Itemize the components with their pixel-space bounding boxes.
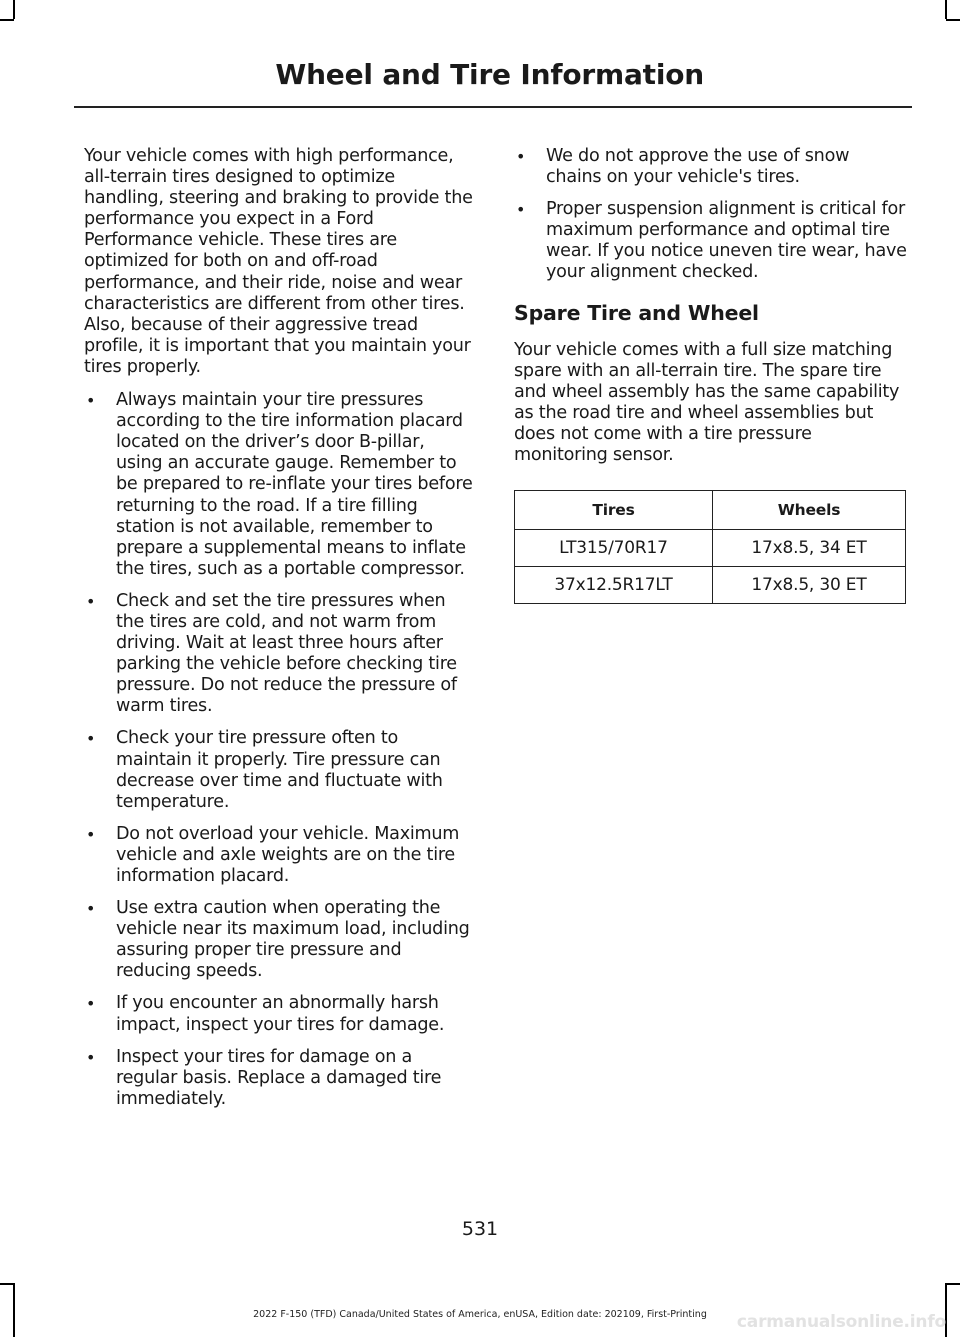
edition-footer: 2022 F-150 (TFD) Canada/United States of America, enUSA, Edition date: 202109, First-Printing [253, 1309, 707, 1320]
tire-care-list [84, 390, 476, 1110]
column-header-tires: Tires [515, 491, 713, 530]
list-item-text: Always maintain your tire pressures according to the tire information placard located on the driver’s door B-pillar, using an accurate gauge. Remember to be prepared to re-inflate your tires before returning to the road. If a tire filling station is not available, remember to prepare a supplemental means to inflate the tires, such as a portable compressor. [116, 390, 473, 579]
bullet-icon: • [86, 591, 96, 611]
list-item [514, 146, 909, 188]
crop-mark-top-right-vertical [945, 0, 947, 19]
bullet-icon: • [86, 824, 96, 844]
spare-tire-paragraph: Your vehicle comes with a full size matching spare with an all-terrain tire. The spare tire and wheel assembly has the same capability as the road tire and wheel assemblies but does not come with a tire pressure monitoring sensor. [514, 339, 900, 466]
list-item-text: Check and set the tire pressures when the tires are cold, and not warm from driving. Wait at least three hours after parking the vehicle before checking tire pressure. Do not reduce the pressure of warm tires. [116, 590, 457, 717]
table-row [515, 567, 906, 604]
crop-mark-top-right-horizontal [946, 19, 960, 21]
list-item-text: Check your tire pressure often to maintain it properly. Tire pressure can decrease over time and fluctuate with temperature. [116, 728, 443, 812]
page-number: 531 [461, 1218, 499, 1240]
tire-wheel-table [514, 490, 906, 604]
page-title: Wheel and Tire Information [275, 58, 704, 91]
crop-mark-bottom-right-horizontal [946, 1283, 960, 1285]
tire-tips-list [514, 146, 909, 284]
tire-size-cell: LT315/70R17 [515, 530, 713, 567]
wheel-size-cell: 17x8.5, 34 ET [712, 530, 905, 567]
crop-mark-top-left-vertical [13, 0, 15, 19]
bullet-icon: • [516, 147, 526, 166]
list-item [84, 824, 476, 887]
column-header-wheels: Wheels [712, 491, 905, 530]
bullet-icon: • [86, 899, 96, 919]
crop-mark-top-left-horizontal [0, 19, 14, 21]
list-item [84, 898, 476, 982]
bullet-icon: • [86, 391, 96, 411]
list-item-text: We do not approve the use of snow chains on your vehicle's tires. [546, 146, 850, 188]
tire-size-cell: 37x12.5R17LT [515, 567, 713, 604]
bullet-icon: • [86, 994, 96, 1014]
table-row [515, 530, 906, 567]
list-item-text: Use extra caution when operating the vehicle near its maximum load, including assuring proper tire pressure and reducing speeds. [116, 898, 470, 982]
bullet-icon: • [86, 1047, 96, 1067]
list-item [84, 728, 476, 812]
list-item-text: Proper suspension alignment is critical for maximum performance and optimal tire wear. If you notice uneven tire wear, have your alignment checked. [546, 199, 907, 283]
list-item-text: Do not overload your vehicle. Maximum vehicle and axle weights are on the tire information placard. [116, 823, 460, 886]
list-item [84, 993, 476, 1035]
list-item [84, 591, 476, 718]
crop-mark-bottom-left-horizontal [0, 1283, 14, 1285]
left-column [84, 146, 476, 1110]
list-item [514, 199, 909, 283]
intro-paragraph: Your vehicle comes with high performance, all-terrain tires designed to optimize handling, steering and braking to provide the performance you expect in a Ford Performance vehicle. These tires are optimized for both on and off-road performance, and their ride, noise and wear characteristics are different from other tires. Also, because of their aggressive tread profile, it is important that you maintain your tires properly. [84, 146, 473, 377]
section-heading: Spare Tire and Wheel [514, 300, 759, 325]
list-item [84, 390, 476, 580]
header-rule [74, 106, 912, 108]
list-item-text: Inspect your tires for damage on a regular basis. Replace a damaged tire immediately. [116, 1046, 442, 1109]
list-item-text: If you encounter an abnormally harsh impact, inspect your tires for damage. [116, 993, 445, 1035]
list-item [84, 1047, 476, 1110]
watermark-link[interactable]: carmanualsonline.info [736, 1312, 946, 1332]
bullet-icon: • [86, 729, 96, 749]
wheel-size-cell: 17x8.5, 30 ET [712, 567, 905, 604]
right-column [514, 146, 909, 604]
bullet-icon: • [516, 200, 526, 220]
table-header-row [515, 491, 906, 530]
